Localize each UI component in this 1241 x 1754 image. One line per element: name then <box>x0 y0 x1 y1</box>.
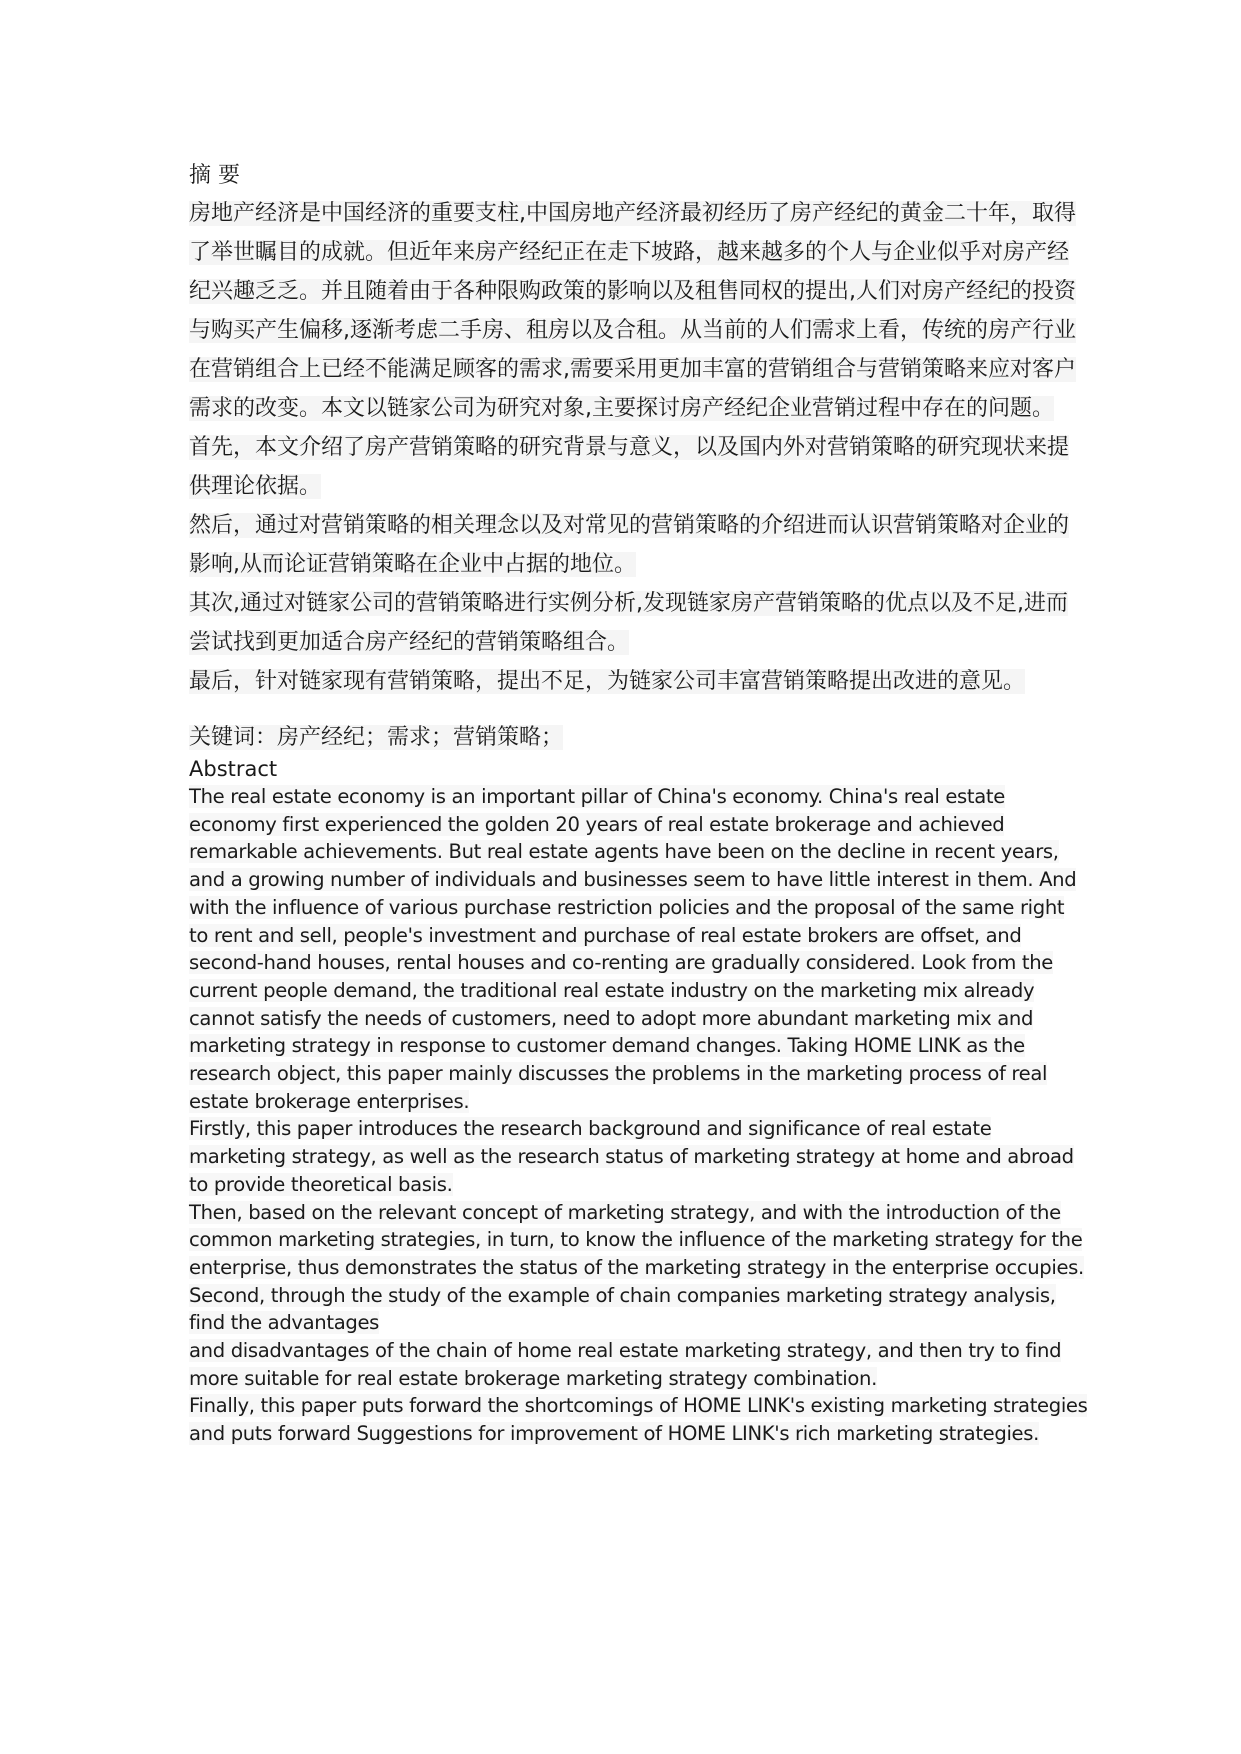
abstract-cn-paragraph: 其次,通过对链家公司的营销策略进行实例分析,发现链家房产营销策略的优点以及不足,进而尝试找到更加适合房产经纪的营销策略组合。 <box>189 591 1068 655</box>
abstract-cn-paragraph: 房地产经济是中国经济的重要支柱,中国房地产经济最初经历了房产经纪的黄金二十年，取得了举世瞩目的成就。但近年来房产经纪正在走下坡路，越来越多的个人与企业似乎对房产经纪兴趣乏乏。并且随着由于各种限购政策的影响以及租售同权的提出,人们对房产经纪的投资与购买产生偏移,逐渐考虑二手房、租房以及合租。从当前的人们需求上看，传统的房产行业在营销组合上已经不能满足顾客的需求,需要采用更加丰富的营销组合与营销策略来应对客户需求的改变。本文以链家公司为研究对象,主要探讨房产经纪企业营销过程中存在的问题。 <box>189 201 1076 421</box>
abstract-en-body <box>189 783 1089 1448</box>
abstract-cn-heading: 摘 要 <box>189 163 240 188</box>
abstract-en-paragraph: and disadvantages of the chain of home real estate marketing strategy, and then try to find more suitable for real estate brokerage marketing strategy combination. <box>189 1339 1062 1390</box>
abstract-cn-paragraph: 最后，针对链家现有营销策略，提出不足，为链家公司丰富营销策略提出改进的意见。 <box>189 669 1026 694</box>
abstract-cn-paragraph: 然后，通过对营销策略的相关理念以及对常见的营销策略的介绍进而认识营销策略对企业的影响,从而论证营销策略在企业中占据的地位。 <box>189 513 1070 577</box>
abstract-en-heading: Abstract <box>189 757 278 781</box>
abstract-en-paragraph: Then, based on the relevant concept of marketing strategy, and with the introduction of the common marketing strategies, in turn, to know the influence of the marketing strategy for the enterprise, thus demonstrates the status of the marketing strategy in the enterprise occupies. <box>189 1200 1084 1279</box>
abstract-en-paragraph: Firstly, this paper introduces the research background and significance of real estate marketing strategy, as well as the research status of marketing strategy at home and abroad to provide theoretical basis. <box>189 1117 1074 1196</box>
abstract-en-paragraph: Second, through the study of the example of chain companies marketing strategy analysis, find the advantages <box>189 1283 1056 1335</box>
abstract-cn-paragraph: 首先，本文介绍了房产营销策略的研究背景与意义，以及国内外对营销策略的研究现状来提供理论依据。 <box>189 435 1070 499</box>
abstract-en-paragraph: Finally, this paper puts forward the shortcomings of HOME LINK's existing marketing strategies and puts forward Suggestions for improvement of HOME LINK's rich marketing strategies. <box>189 1394 1088 1446</box>
abstract-cn-keywords: 关键词：房产经纪；需求；营销策略； <box>189 725 564 750</box>
document-page <box>189 160 1089 1448</box>
abstract-cn-body <box>189 194 1089 701</box>
abstract-en-paragraph: The real estate economy is an important pillar of China's economy. China's real estate economy first experienced the golden 20 years of real estate brokerage and achieved remarkable achievements. But real estate agents have been on the decline in recent years, and a growing number of individuals and businesses seem to have little interest in them. And with the influence of various purchase restriction policies and the proposal of the same right to rent and sell, people's investment and purchase of real estate brokers are offset, and second-hand houses, rental houses and co-renting are gradually considered. Look from the current people demand, the traditional real estate industry on the marketing mix already cannot satisfy the needs of customers, need to adopt more abundant marketing mix and marketing strategy in response to customer demand changes. Taking HOME LINK as the research object, this paper mainly discusses the problems in the marketing process of real estate brokerage enterprises. <box>189 785 1077 1113</box>
